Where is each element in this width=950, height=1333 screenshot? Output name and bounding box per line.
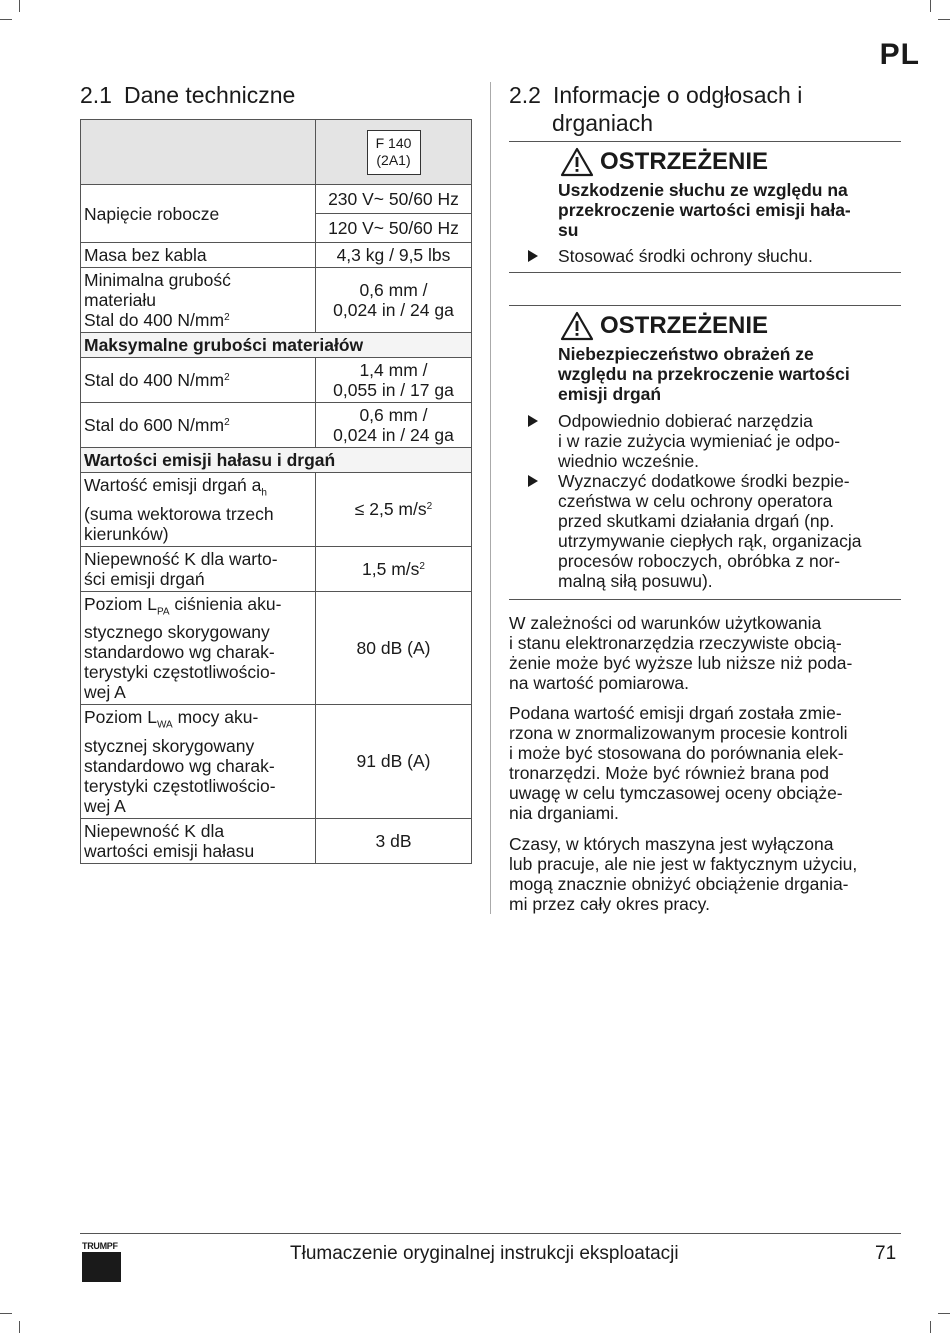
table-group-row (81, 333, 472, 358)
table-row (81, 185, 472, 243)
vibration-uncertainty-value (316, 546, 472, 591)
sound-pressure-label (81, 591, 316, 705)
steel-400-label (81, 358, 316, 403)
table-row (81, 268, 472, 333)
crop-mark (19, 1321, 20, 1333)
warning-actions (528, 411, 900, 591)
table-row (81, 705, 472, 819)
text-line: standardowo wg charak- (84, 642, 275, 662)
text-line: stycznego skorygowany (84, 622, 270, 642)
action-text: Stosować środki ochrony słuchu. (558, 246, 813, 266)
paragraph (509, 703, 901, 823)
superscript: 2 (419, 560, 425, 572)
text-line: standardowo wg charak- (84, 755, 275, 776)
noise-uncertainty-label (81, 818, 316, 863)
section-heading-noise-vibration (509, 81, 901, 137)
vibration-value (316, 473, 472, 547)
text-line: terystyki częstotliwościo- (84, 662, 276, 682)
language-tag: PL (879, 38, 920, 71)
text-line: malną siłą posuwu). (558, 571, 713, 591)
min-thickness-label (81, 268, 316, 333)
superscript: 2 (224, 312, 230, 323)
voltage-value: 230 V~ 50/60 Hz (316, 185, 471, 214)
warning-title (560, 311, 768, 341)
logo-block (82, 1252, 121, 1282)
model-box (367, 130, 421, 175)
mass-value: 4,3 kg / 9,5 lbs (316, 243, 472, 268)
subscript: PA (156, 606, 170, 617)
crop-mark (930, 1321, 931, 1333)
text-line: wiednio wcześnie. (558, 451, 700, 471)
column-divider (490, 82, 491, 914)
table-header-row (81, 120, 472, 185)
section-number: 2.2 (509, 82, 541, 108)
list-item (528, 411, 900, 471)
arrow-right-icon (528, 475, 538, 487)
table-header-empty (81, 120, 316, 185)
text-line: nia drganiami. (509, 803, 619, 823)
text-line: Poziom L (84, 593, 157, 614)
voltage-label: Napięcie robocze (81, 185, 316, 243)
text-line: procesów roboczych, obróbka z nor- (558, 551, 841, 571)
text-line: żenie może być wyższe lub niższe niż poda- (509, 653, 853, 673)
section-heading-technical-data (80, 81, 295, 109)
text-line: materiału (84, 290, 156, 310)
text-line: wej A (84, 682, 126, 702)
table-row (81, 358, 472, 403)
text-line: ciśnienia aku- (169, 593, 282, 614)
table-row (81, 546, 472, 591)
crop-mark (938, 19, 950, 20)
text-line: ści emisji drgań (84, 568, 205, 589)
sound-power-label (81, 705, 316, 819)
text-line: stycznej skorygowany (84, 735, 255, 756)
text-line: czeństwa w celu ochrony operatora (558, 491, 833, 511)
voltage-values (316, 185, 472, 243)
model-code: (2A1) (376, 151, 411, 168)
text-line: Niepewność K dla (84, 820, 225, 841)
warning-rule-top (509, 141, 901, 142)
text-line: su (558, 220, 579, 240)
section-number: 2.1 (80, 82, 112, 108)
table-row (81, 591, 472, 705)
table-header-model (316, 120, 472, 185)
voltage-value: 120 V~ 50/60 Hz (328, 218, 459, 238)
text-line: przekroczenie wartości emisji hała- (558, 200, 851, 220)
text-line: 0,6 mm / (359, 280, 428, 300)
sound-power-value: 91 dB (A) (316, 705, 472, 819)
warning-title (560, 147, 768, 177)
text-line: mi przez cały okres pracy. (509, 894, 710, 914)
text-line: Stal do 400 N/mm (84, 370, 225, 390)
text-line: tronarzędzi. Może być również brana pod (509, 763, 830, 783)
text-line: względu na przekroczenie wartości (558, 364, 850, 384)
text-line: i może być stosowana do porównania elek- (509, 743, 844, 763)
page-number: 71 (875, 1243, 897, 1264)
text-line: emisji drgań (558, 384, 662, 404)
subscript: WA (156, 719, 173, 731)
crop-mark (0, 1313, 12, 1314)
warning-title-text: OSTRZEŻENIE (600, 148, 769, 175)
superscript: 2 (224, 417, 230, 428)
paragraph (509, 613, 901, 693)
list-item (528, 246, 900, 266)
text-line: na wartość pomiarowa. (509, 673, 689, 693)
warning-subtitle (558, 180, 898, 240)
technical-data-table (80, 119, 472, 864)
section-title: Informacje o odgłosach i (553, 82, 803, 108)
text-line: Niebezpieczeństwo obrażeń ze (558, 344, 814, 364)
section-title-continued: drganiach (552, 110, 654, 136)
vibration-label (81, 473, 316, 547)
text-line: 0,055 in / 17 ga (333, 380, 454, 400)
arrow-right-icon (528, 250, 538, 262)
text-line: utrzymywanie ciepłych rąk, organizacja (558, 531, 862, 551)
table-row (81, 473, 472, 547)
text-line: 0,024 in / 24 ga (333, 425, 454, 445)
text-line: Wartość emisji drgań a (84, 475, 262, 495)
logo-text: TRUMPF (82, 1241, 118, 1251)
paragraph (509, 834, 901, 914)
table-row (81, 403, 472, 448)
subscript: h (261, 487, 267, 499)
model-name: F 140 (375, 134, 412, 151)
warning-triangle-icon (560, 311, 594, 341)
text-line: Stal do 600 N/mm (84, 415, 225, 435)
steel-400-value (316, 358, 472, 403)
warning-subtitle (558, 344, 898, 404)
crop-mark (930, 0, 931, 12)
warning-triangle-icon (560, 147, 594, 177)
emission-header: Wartości emisji hałasu i drgań (81, 448, 472, 473)
warning-rule-top (509, 305, 901, 306)
vibration-uncertainty-label (81, 546, 316, 591)
text-line: uwagę w celu tymczasowej oceny obciąże- (509, 783, 843, 803)
min-thickness-value (316, 268, 472, 333)
noise-uncertainty-value: 3 dB (316, 818, 472, 863)
sound-pressure-value: 80 dB (A) (316, 591, 472, 705)
text-line: Stal do 400 N/mm (84, 310, 225, 330)
list-item (528, 471, 900, 591)
footer-rule (80, 1233, 901, 1234)
warning-rule-bottom (509, 272, 901, 273)
text-line: mocy aku- (172, 707, 259, 727)
table-row (81, 818, 472, 863)
text-line: Poziom L (84, 707, 157, 727)
footer-text: Tłumaczenie oryginalnej instrukcji eksploatacji (290, 1243, 679, 1264)
arrow-right-icon (528, 415, 538, 427)
text-line: ≤ 2,5 m/s (354, 499, 427, 520)
text-line: kierunków) (84, 523, 169, 544)
steel-600-value (316, 403, 472, 448)
text-line: wartości emisji hałasu (84, 840, 255, 861)
text-line: Podana wartość emisji drgań została zmie- (509, 703, 842, 723)
max-thickness-header: Maksymalne grubości materiałów (81, 333, 472, 358)
warning-rule-bottom (509, 599, 901, 600)
crop-mark (938, 1313, 950, 1314)
text-line: 1,4 mm / (359, 360, 428, 380)
text-line: Odpowiednio dobierać narzędzia (558, 411, 813, 431)
table-row (81, 243, 472, 268)
text-line: lub pracuje, ale nie jest w faktycznym użyciu, (509, 854, 858, 874)
text-line: terystyki częstotliwościo- (84, 775, 276, 796)
steel-600-label (81, 403, 316, 448)
superscript: 2 (224, 372, 230, 383)
crop-mark (0, 19, 12, 20)
crop-mark (19, 0, 20, 12)
text-line: i stanu elektronarzędzia rzeczywiste obcią- (509, 633, 842, 653)
text-line: i w razie zużycia wymieniać je odpo- (558, 431, 841, 451)
text-line: Uszkodzenie słuchu ze względu na (558, 180, 848, 200)
text-line: Niepewność K dla warto- (84, 548, 278, 569)
text-line: Czasy, w których maszyna jest wyłączona (509, 834, 834, 854)
text-line: 1,5 m/s (362, 558, 420, 579)
text-line: rzona w znormalizowanym procesie kontroli (509, 723, 848, 743)
text-line: 0,024 in / 24 ga (333, 300, 454, 320)
warning-title-text: OSTRZEŻENIE (600, 312, 769, 339)
text-line: 0,6 mm / (359, 405, 428, 425)
text-line: (suma wektorowa trzech (84, 503, 274, 524)
warning-actions (528, 246, 900, 266)
text-line: W zależności od warunków użytkowania (509, 613, 822, 633)
mass-label: Masa bez kabla (81, 243, 316, 268)
trumpf-logo (82, 1242, 122, 1282)
text-line: przed skutkami działania drgań (np. (558, 511, 835, 531)
text-line: Minimalna grubość (84, 270, 231, 290)
superscript: 2 (426, 501, 433, 513)
text-line: Wyznaczyć dodatkowe środki bezpie- (558, 471, 850, 491)
text-line: mogą znacznie obniżyć obciążenie drgania- (509, 874, 849, 894)
table-group-row (81, 448, 472, 473)
text-line: wej A (84, 795, 126, 816)
section-title: Dane techniczne (124, 82, 296, 108)
